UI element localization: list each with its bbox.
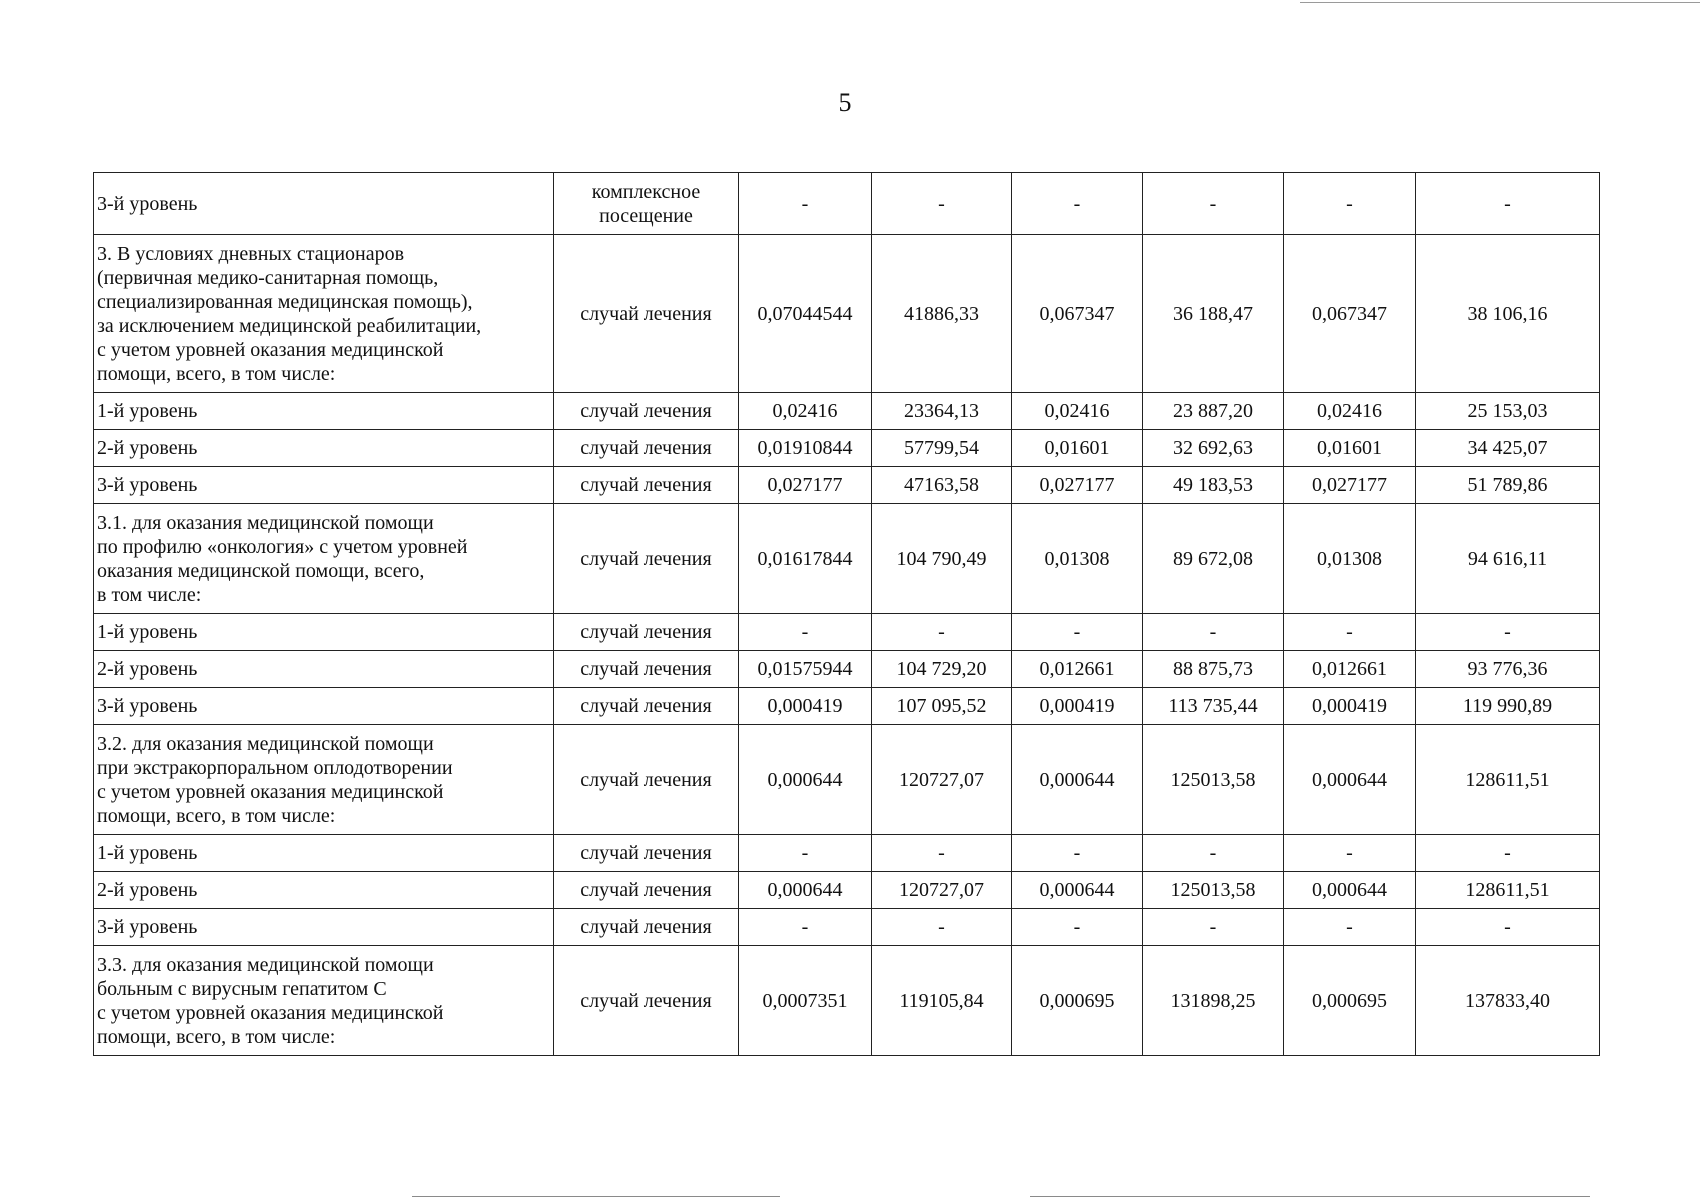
value-cell: 119 990,89 (1416, 688, 1600, 725)
value-cell: 0,01575944 (739, 651, 872, 688)
table-row (94, 614, 1600, 651)
value-cell: 23 887,20 (1143, 393, 1284, 430)
table-row (94, 725, 1600, 835)
value-cell: - (1143, 173, 1284, 235)
value-cell: 128611,51 (1416, 725, 1600, 835)
row-unit-cell: случай лечения (554, 651, 739, 688)
value-cell: 0,02416 (1284, 393, 1416, 430)
value-cell: - (1012, 173, 1143, 235)
table-row (94, 393, 1600, 430)
row-name-cell: 3-й уровень (94, 467, 554, 504)
table-row (94, 651, 1600, 688)
row-unit-cell: случай лечения (554, 430, 739, 467)
row-name-cell: 3.3. для оказания медицинской помощи больным с вирусным гепатитом С с учетом уровней оказания медицинской помощи, всего, в том числе: (94, 946, 554, 1056)
value-cell: 0,02416 (739, 393, 872, 430)
table-row (94, 909, 1600, 946)
value-cell: - (1012, 614, 1143, 651)
scan-edge-top (1300, 2, 1700, 3)
value-cell: 0,000644 (739, 725, 872, 835)
row-unit-cell: случай лечения (554, 235, 739, 393)
value-cell: 89 672,08 (1143, 504, 1284, 614)
value-cell: 94 616,11 (1416, 504, 1600, 614)
value-cell: - (1416, 909, 1600, 946)
value-cell: 93 776,36 (1416, 651, 1600, 688)
value-cell: 38 106,16 (1416, 235, 1600, 393)
row-unit-cell: случай лечения (554, 393, 739, 430)
value-cell: - (739, 835, 872, 872)
value-cell: 25 153,03 (1416, 393, 1600, 430)
value-cell: 0,067347 (1284, 235, 1416, 393)
value-cell: - (1012, 909, 1143, 946)
value-cell: 131898,25 (1143, 946, 1284, 1056)
value-cell: 0,02416 (1012, 393, 1143, 430)
value-cell: - (872, 909, 1012, 946)
row-unit-cell: случай лечения (554, 835, 739, 872)
table-row (94, 173, 1600, 235)
value-cell: 0,000644 (1284, 872, 1416, 909)
value-cell: 57799,54 (872, 430, 1012, 467)
value-cell: - (1416, 173, 1600, 235)
value-cell: - (872, 614, 1012, 651)
value-cell: 0,000644 (1284, 725, 1416, 835)
row-name-cell: 2-й уровень (94, 651, 554, 688)
row-name-cell: 3-й уровень (94, 173, 554, 235)
row-name-cell: 2-й уровень (94, 430, 554, 467)
value-cell: 0,0007351 (739, 946, 872, 1056)
value-cell: 51 789,86 (1416, 467, 1600, 504)
value-cell: 120727,07 (872, 725, 1012, 835)
scan-edge-bottom-left (412, 1196, 780, 1197)
row-name-cell: 3-й уровень (94, 688, 554, 725)
value-cell: 0,027177 (1012, 467, 1143, 504)
value-cell: - (872, 835, 1012, 872)
row-unit-cell: комплексное посещение (554, 173, 739, 235)
row-name-cell: 3.2. для оказания медицинской помощи при экстракорпоральном оплодотворении с учетом уровней оказания медицинской помощи, всего, в том числе: (94, 725, 554, 835)
row-name-cell: 3. В условиях дневных стационаров (первичная медико-санитарная помощь, специализированная медицинская помощь), за исключением медицинской реабилитации, с учетом уровней оказания медицинской помощи, всего, в том числе: (94, 235, 554, 393)
scan-edge-bottom-right (1030, 1196, 1590, 1197)
table-body (94, 173, 1600, 1056)
value-cell: 119105,84 (872, 946, 1012, 1056)
row-name-cell: 1-й уровень (94, 393, 554, 430)
value-cell: 125013,58 (1143, 872, 1284, 909)
value-cell: 88 875,73 (1143, 651, 1284, 688)
table-row (94, 430, 1600, 467)
value-cell: 32 692,63 (1143, 430, 1284, 467)
row-unit-cell: случай лечения (554, 688, 739, 725)
value-cell: - (739, 909, 872, 946)
table-row (94, 688, 1600, 725)
page-number: 5 (838, 88, 852, 117)
value-cell: - (1143, 909, 1284, 946)
row-name-cell: 1-й уровень (94, 614, 554, 651)
value-cell: 0,01308 (1012, 504, 1143, 614)
value-cell: - (1143, 614, 1284, 651)
value-cell: 34 425,07 (1416, 430, 1600, 467)
value-cell: 104 729,20 (872, 651, 1012, 688)
value-cell: - (1416, 835, 1600, 872)
value-cell: 0,000644 (1012, 725, 1143, 835)
table-row (94, 467, 1600, 504)
value-cell: 0,000644 (1012, 872, 1143, 909)
value-cell: 0,012661 (1012, 651, 1143, 688)
value-cell: 0,000419 (1284, 688, 1416, 725)
value-cell: - (1416, 614, 1600, 651)
value-cell: 0,01910844 (739, 430, 872, 467)
value-cell: - (1284, 173, 1416, 235)
row-name-cell: 2-й уровень (94, 872, 554, 909)
table-row (94, 872, 1600, 909)
row-unit-cell: случай лечения (554, 504, 739, 614)
value-cell: 0,067347 (1012, 235, 1143, 393)
row-unit-cell: случай лечения (554, 614, 739, 651)
row-unit-cell: случай лечения (554, 946, 739, 1056)
row-name-cell: 3.1. для оказания медицинской помощи по профилю «онкология» с учетом уровней оказания медицинской помощи, всего, в том числе: (94, 504, 554, 614)
value-cell: - (1284, 614, 1416, 651)
row-unit-cell: случай лечения (554, 872, 739, 909)
value-cell: 49 183,53 (1143, 467, 1284, 504)
value-cell: 113 735,44 (1143, 688, 1284, 725)
value-cell: 0,000419 (739, 688, 872, 725)
value-cell: - (739, 614, 872, 651)
row-name-cell: 1-й уровень (94, 835, 554, 872)
value-cell: 0,07044544 (739, 235, 872, 393)
value-cell: 0,012661 (1284, 651, 1416, 688)
value-cell: 107 095,52 (872, 688, 1012, 725)
value-cell: 125013,58 (1143, 725, 1284, 835)
value-cell: 0,000644 (739, 872, 872, 909)
value-cell: 0,01308 (1284, 504, 1416, 614)
value-cell: 0,027177 (739, 467, 872, 504)
value-cell: 23364,13 (872, 393, 1012, 430)
value-cell: 137833,40 (1416, 946, 1600, 1056)
value-cell: - (872, 173, 1012, 235)
value-cell: 47163,58 (872, 467, 1012, 504)
value-cell: 0,000695 (1012, 946, 1143, 1056)
value-cell: 128611,51 (1416, 872, 1600, 909)
value-cell: - (1012, 835, 1143, 872)
table-row (94, 235, 1600, 393)
value-cell: 36 188,47 (1143, 235, 1284, 393)
value-cell: 41886,33 (872, 235, 1012, 393)
value-cell: 0,027177 (1284, 467, 1416, 504)
value-cell: 0,000419 (1012, 688, 1143, 725)
row-name-cell: 3-й уровень (94, 909, 554, 946)
value-cell: 0,01601 (1012, 430, 1143, 467)
value-cell: - (1143, 835, 1284, 872)
value-cell: 120727,07 (872, 872, 1012, 909)
row-unit-cell: случай лечения (554, 725, 739, 835)
value-cell: 104 790,49 (872, 504, 1012, 614)
value-cell: 0,000695 (1284, 946, 1416, 1056)
value-cell: - (739, 173, 872, 235)
row-unit-cell: случай лечения (554, 467, 739, 504)
row-unit-cell: случай лечения (554, 909, 739, 946)
table-row (94, 504, 1600, 614)
table-row (94, 946, 1600, 1056)
data-table (93, 172, 1600, 1056)
value-cell: - (1284, 835, 1416, 872)
value-cell: - (1284, 909, 1416, 946)
value-cell: 0,01617844 (739, 504, 872, 614)
value-cell: 0,01601 (1284, 430, 1416, 467)
table-row (94, 835, 1600, 872)
